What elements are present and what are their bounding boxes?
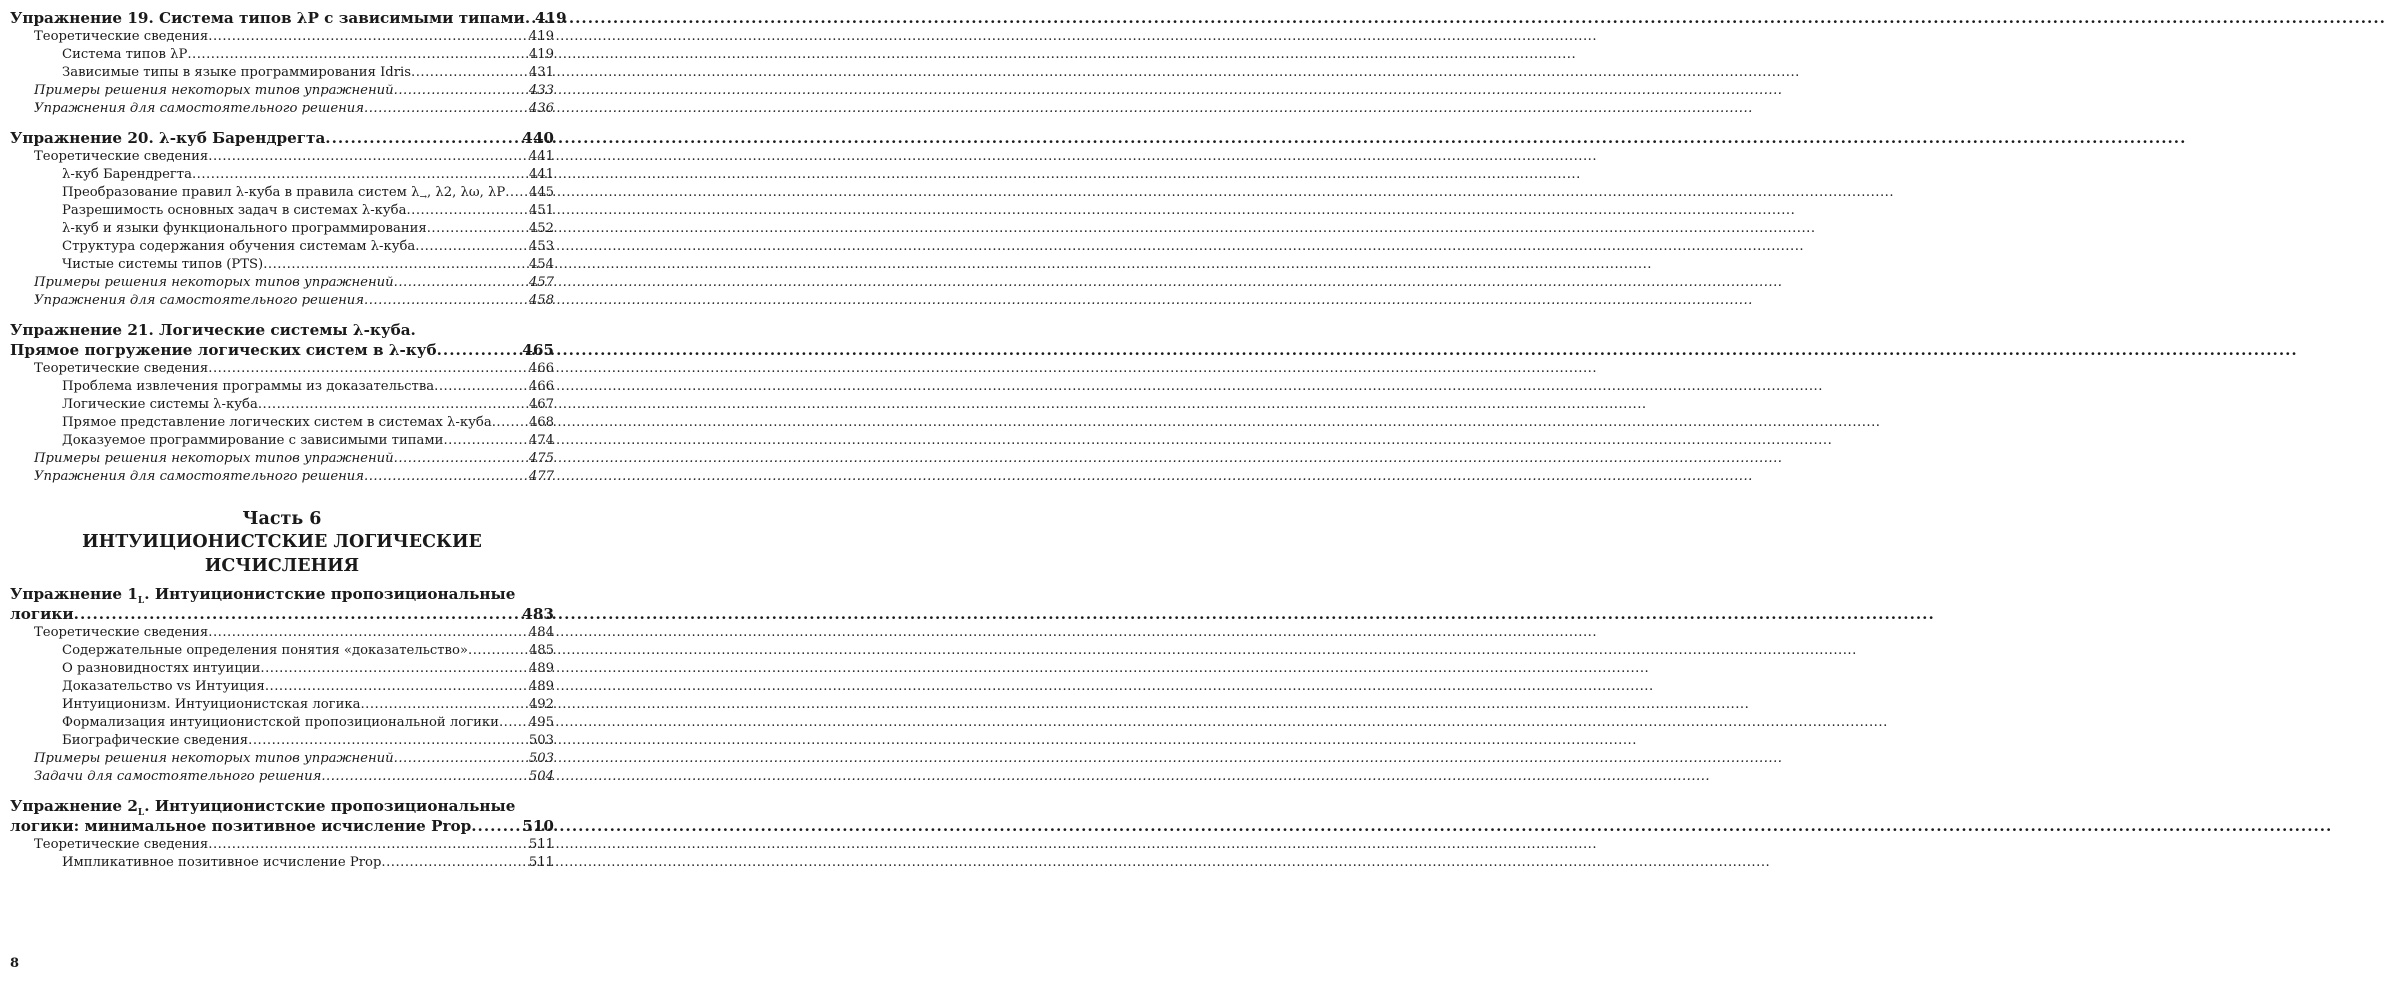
toc-section-2l[interactable] bbox=[10, 816, 554, 836]
toc-entry[interactable] bbox=[10, 220, 554, 238]
page-ref: 431 bbox=[528, 65, 554, 80]
entry-title: Примеры решения некоторых типов упражнений bbox=[34, 751, 394, 766]
toc-entry[interactable] bbox=[10, 732, 554, 750]
entry-title: Теоретические сведения bbox=[34, 149, 209, 164]
entry-title: Упражнения для самостоятельного решения bbox=[34, 101, 365, 116]
entry-title: Задачи для самостоятельного решения bbox=[34, 769, 322, 784]
page-ref: 477 bbox=[528, 469, 554, 484]
page-ref: 510 bbox=[522, 817, 554, 835]
toc-entry[interactable] bbox=[10, 678, 554, 696]
toc-entry[interactable] bbox=[10, 624, 554, 642]
dot-leader bbox=[468, 642, 527, 660]
page-ref: 511 bbox=[528, 837, 554, 852]
page-ref: 466 bbox=[528, 379, 554, 394]
page-number: 8 bbox=[10, 956, 20, 971]
page-ref: 441 bbox=[528, 149, 554, 164]
entry-title: Зависимые типы в языке программирования Idris bbox=[62, 65, 412, 80]
dot-leader bbox=[74, 604, 521, 624]
dot-leader bbox=[505, 184, 527, 202]
entry-title: Формализация интуиционистской пропозициональной логики bbox=[62, 715, 499, 730]
entry-title: Биографические сведения bbox=[62, 733, 249, 748]
toc-entry[interactable] bbox=[10, 148, 554, 166]
entry-title: Содержательные определения понятия «доказательство» bbox=[62, 643, 468, 658]
dot-leader bbox=[437, 340, 521, 360]
dot-leader bbox=[325, 128, 520, 148]
page-ref: 474 bbox=[528, 433, 554, 448]
page-ref: 468 bbox=[528, 415, 554, 430]
page-ref: 465 bbox=[522, 341, 554, 359]
subscript-l: L bbox=[137, 596, 145, 607]
toc-entry[interactable] bbox=[10, 82, 554, 100]
toc-entry[interactable] bbox=[10, 396, 554, 414]
page-ref: 436 bbox=[528, 101, 554, 116]
entry-title: О разновидностях интуиции bbox=[62, 661, 261, 676]
dot-leader bbox=[208, 624, 527, 642]
page-ref: 419 bbox=[534, 9, 567, 27]
page-ref: 484 bbox=[528, 625, 554, 640]
entry-title: Доказуемое программирование с зависимыми типами bbox=[62, 433, 444, 448]
entry-title: Теоретические сведения bbox=[34, 625, 209, 640]
toc-entry[interactable] bbox=[10, 450, 554, 468]
page-ref: 504 bbox=[528, 769, 554, 784]
dot-leader bbox=[248, 732, 527, 750]
section-title-line1 bbox=[10, 584, 554, 607]
page-ref: 433 bbox=[528, 83, 554, 98]
dot-leader bbox=[360, 696, 526, 714]
page-ref: 466 bbox=[528, 361, 554, 376]
part-title: ИНТУИЦИОНИСТСКИЕ ЛОГИЧЕСКИЕ ИСЧИСЛЕНИЯ bbox=[82, 532, 482, 576]
entry-title: Примеры решения некоторых типов упражнений bbox=[34, 275, 394, 290]
page-ref: 419 bbox=[528, 47, 554, 62]
dot-leader bbox=[394, 274, 527, 292]
dot-leader bbox=[364, 292, 527, 310]
toc-entry[interactable] bbox=[10, 238, 554, 256]
toc-entry[interactable] bbox=[10, 432, 554, 450]
dot-leader bbox=[525, 8, 533, 28]
entry-title: Интуиционизм. Интуиционистская логика bbox=[62, 697, 361, 712]
page-ref: 451 bbox=[528, 203, 554, 218]
toc-section-19[interactable] bbox=[10, 8, 567, 28]
entry-title: λ-куб Барендрегта bbox=[62, 167, 192, 182]
entry-title: Разрешимость основных задач в системах λ-куба bbox=[62, 203, 407, 218]
dot-leader bbox=[471, 816, 520, 836]
section-title-pre: Упражнение 1 bbox=[10, 585, 138, 603]
toc-entry[interactable] bbox=[10, 660, 554, 678]
entry-title: Доказательство vs Интуиция bbox=[62, 679, 265, 694]
dot-leader bbox=[411, 64, 527, 82]
dot-leader bbox=[415, 238, 527, 256]
page-ref: 492 bbox=[528, 697, 554, 712]
page-ref: 467 bbox=[528, 397, 554, 412]
dot-leader bbox=[265, 678, 527, 696]
table-of-contents bbox=[10, 8, 567, 872]
entry-title: Примеры решения некоторых типов упражнений bbox=[34, 451, 394, 466]
toc-entry[interactable] bbox=[10, 468, 554, 486]
dot-leader bbox=[381, 854, 526, 872]
entry-title: Примеры решения некоторых типов упражнений bbox=[34, 83, 394, 98]
toc-entry[interactable] bbox=[10, 100, 554, 118]
entry-title: Логические системы λ-куба bbox=[62, 397, 258, 412]
page-ref: 495 bbox=[528, 715, 554, 730]
dot-leader bbox=[406, 202, 526, 220]
page-ref: 475 bbox=[528, 451, 554, 466]
entry-title: Теоретические сведения bbox=[34, 361, 209, 376]
page-ref: 503 bbox=[528, 751, 554, 766]
entry-title: Прямое представление логических систем в системах λ-куба bbox=[62, 415, 492, 430]
toc-entry[interactable] bbox=[10, 166, 554, 184]
page-ref: 489 bbox=[528, 679, 554, 694]
dot-leader bbox=[208, 360, 527, 378]
subscript-l: L bbox=[137, 808, 145, 819]
dot-leader bbox=[443, 432, 526, 450]
toc-entry[interactable] bbox=[10, 28, 554, 46]
toc-entry[interactable] bbox=[10, 768, 554, 786]
entry-title: Система типов λP bbox=[62, 47, 188, 62]
entry-title-main: Преобразование правил λ-куба в правила систем λ bbox=[62, 185, 420, 200]
section-title: Упражнение 19. Система типов λP с зависимыми типами bbox=[10, 9, 525, 27]
entry-title: Упражнения для самостоятельного решения bbox=[34, 293, 365, 308]
dot-leader bbox=[394, 750, 527, 768]
dot-leader bbox=[492, 414, 527, 432]
dot-leader bbox=[192, 166, 527, 184]
toc-entry[interactable] bbox=[10, 696, 554, 714]
entry-title: Структура содержания обучения системам λ-куба bbox=[62, 239, 416, 254]
subscript-arrow: → bbox=[419, 192, 427, 203]
page-ref: 511 bbox=[528, 855, 554, 870]
toc-entry[interactable] bbox=[10, 256, 554, 274]
entry-title-tail: , λ2, λω, λP bbox=[426, 185, 506, 200]
toc-entry[interactable] bbox=[10, 378, 554, 396]
dot-leader bbox=[364, 468, 527, 486]
part-number: Часть 6 bbox=[242, 509, 322, 529]
section-title: Прямое погружение логических систем в λ-куб bbox=[10, 341, 437, 359]
dot-leader bbox=[427, 220, 527, 238]
section-title-pre: Упражнение 2 bbox=[10, 797, 138, 815]
dot-leader bbox=[208, 836, 527, 854]
toc-section-21[interactable] bbox=[10, 340, 554, 360]
entry-title: Теоретические сведения bbox=[34, 837, 209, 852]
section-title-line1 bbox=[10, 796, 554, 819]
toc-entry[interactable] bbox=[10, 64, 554, 82]
page-ref: 452 bbox=[528, 221, 554, 236]
toc-entry[interactable] bbox=[10, 184, 554, 202]
entry-title: Чистые системы типов (PTS) bbox=[62, 257, 264, 272]
dot-leader bbox=[260, 660, 526, 678]
toc-section-1l[interactable] bbox=[10, 604, 554, 624]
dot-leader bbox=[499, 714, 527, 732]
dot-leader bbox=[208, 28, 527, 46]
toc-entry[interactable] bbox=[10, 46, 554, 64]
dot-leader bbox=[364, 100, 527, 118]
dot-leader bbox=[208, 148, 527, 166]
page-ref: 440 bbox=[522, 129, 554, 147]
dot-leader bbox=[258, 396, 527, 414]
page-ref: 454 bbox=[528, 257, 554, 272]
page-ref: 503 bbox=[528, 733, 554, 748]
toc-section-20[interactable] bbox=[10, 128, 554, 148]
section-title-line1: Упражнение 21. Логические системы λ-куба. bbox=[10, 321, 416, 339]
section-title-post: . Интуиционистские пропозициональные bbox=[144, 585, 516, 603]
dot-leader bbox=[394, 82, 527, 100]
page-ref: 419 bbox=[528, 29, 554, 44]
section-title: Упражнение 20. λ-куб Барендрегта bbox=[10, 129, 326, 147]
entry-title: Упражнения для самостоятельного решения bbox=[34, 469, 365, 484]
page-ref: 453 bbox=[528, 239, 554, 254]
page-ref: 485 bbox=[528, 643, 554, 658]
page-ref: 457 bbox=[528, 275, 554, 290]
entry-title: λ-куб и языки функционального программирования bbox=[62, 221, 427, 236]
toc-entry[interactable] bbox=[10, 360, 554, 378]
page-ref: 445 bbox=[528, 185, 554, 200]
toc-entry[interactable] bbox=[10, 202, 554, 220]
toc-entry[interactable] bbox=[10, 292, 554, 310]
entry-title: Импликативное позитивное исчисление Prop bbox=[62, 855, 382, 870]
dot-leader bbox=[321, 768, 527, 786]
toc-entry[interactable] bbox=[10, 836, 554, 854]
page-ref: 441 bbox=[528, 167, 554, 182]
entry-title: Проблема извлечения программы из доказательства bbox=[62, 379, 435, 394]
toc-entry[interactable] bbox=[10, 274, 554, 292]
dot-leader bbox=[394, 450, 527, 468]
toc-entry[interactable] bbox=[10, 414, 554, 432]
section-title: логики bbox=[10, 605, 74, 623]
page-ref: 489 bbox=[528, 661, 554, 676]
toc-entry[interactable] bbox=[10, 714, 554, 732]
entry-title: Теоретические сведения bbox=[34, 29, 209, 44]
entry-title bbox=[62, 184, 505, 202]
dot-leader bbox=[187, 46, 526, 64]
page-ref: 483 bbox=[522, 605, 554, 623]
toc-entry[interactable] bbox=[10, 750, 554, 768]
section-title: логики: минимальное позитивное исчисление Prop bbox=[10, 817, 472, 835]
page-ref: 458 bbox=[528, 293, 554, 308]
section-title-post: . Интуиционистские пропозициональные bbox=[144, 797, 516, 815]
toc-entry[interactable] bbox=[10, 642, 554, 660]
toc-entry[interactable] bbox=[10, 854, 554, 872]
dot-leader bbox=[434, 378, 527, 396]
dot-leader bbox=[263, 256, 527, 274]
